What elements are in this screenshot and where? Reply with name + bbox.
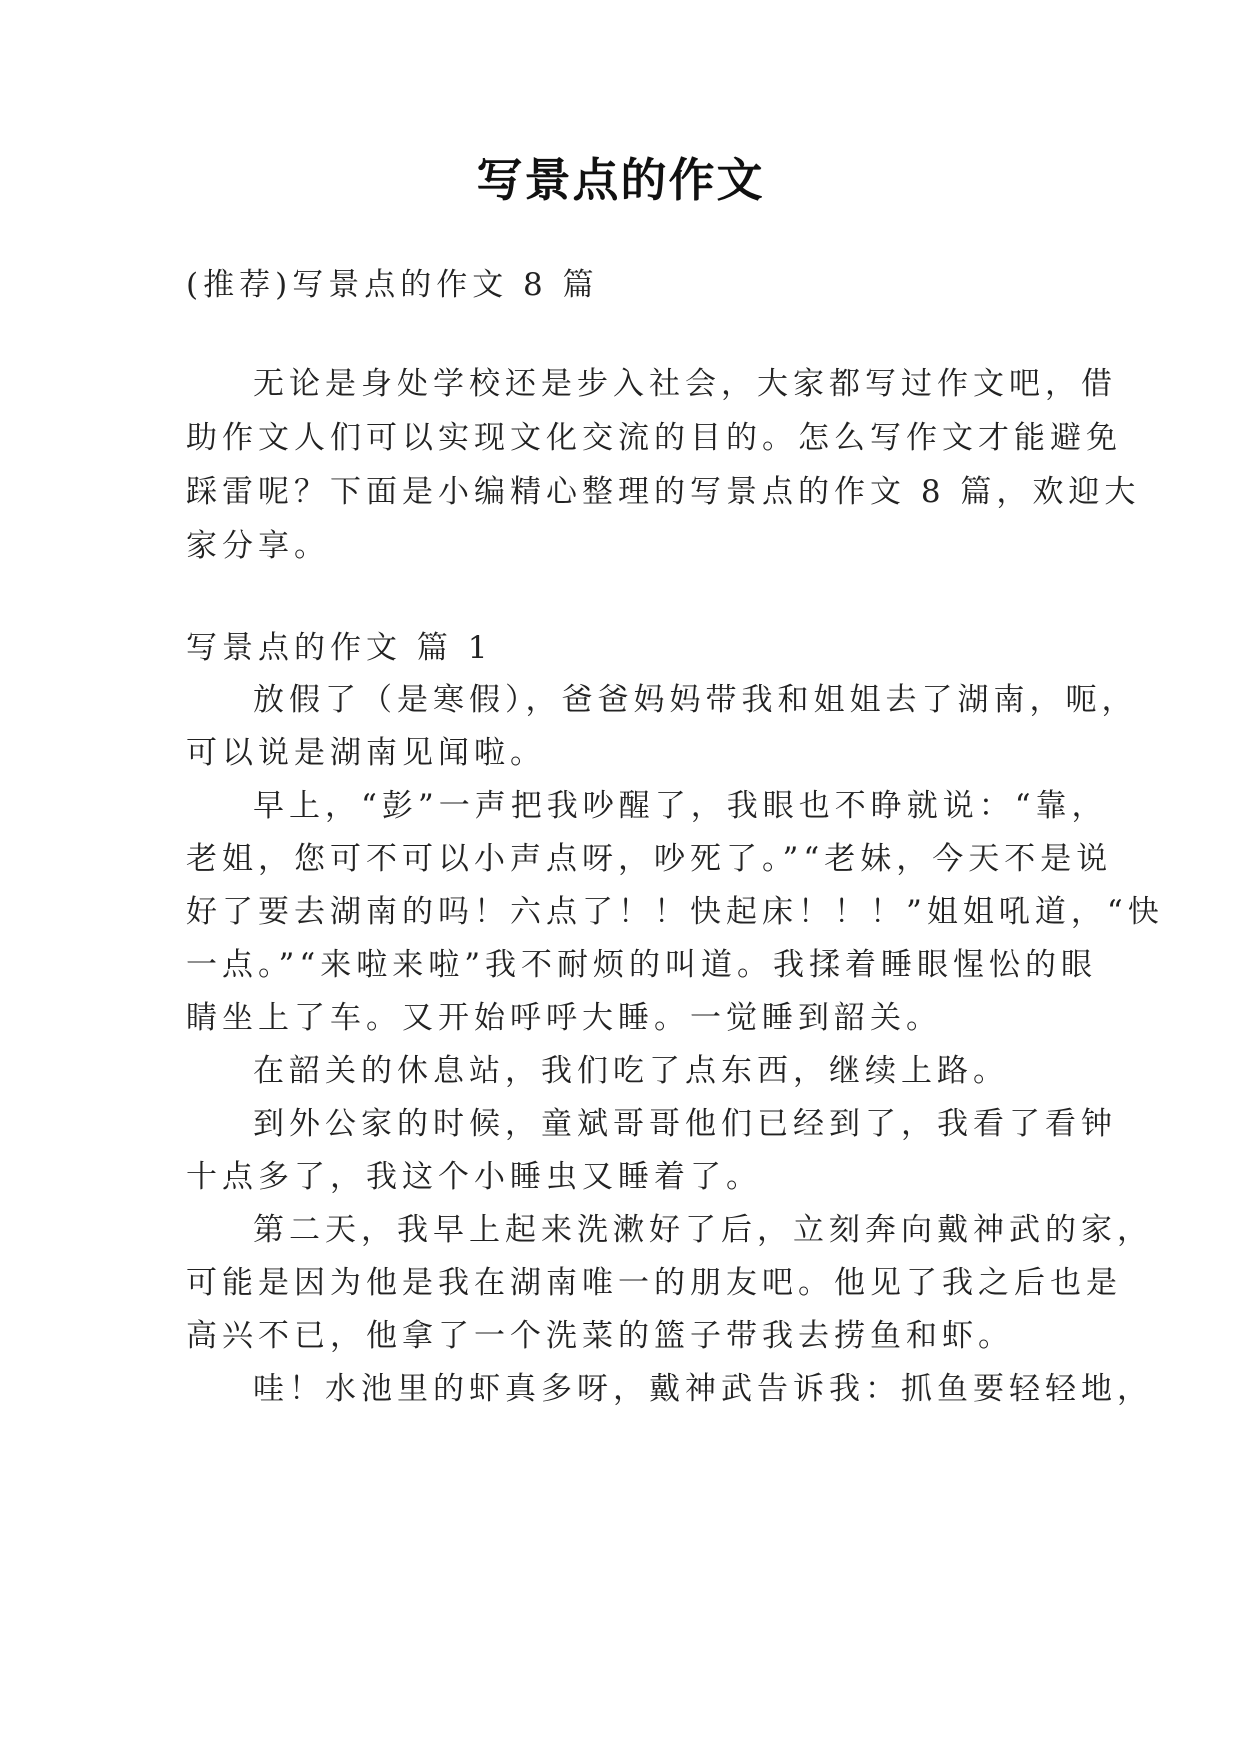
body-line: 一点。”“来啦来啦”我不耐烦的叫道。我揉着睡眼惺忪的眼 (186, 947, 1098, 983)
document-title: 写景点的作文 (476, 153, 765, 207)
body-line: 早上，“彭”一声把我吵醒了，我眼也不睁就说：“靠， (253, 788, 1108, 824)
body-line: 到外公家的时候，童斌哥哥他们已经到了，我看了看钟 (253, 1106, 1117, 1142)
body-line: 可能是因为他是我在湖南唯一的朋友吧。他见了我之后也是 (186, 1265, 1122, 1301)
body-line: 十点多了，我这个小睡虫又睡着了。 (186, 1159, 762, 1195)
intro-line: 无论是身处学校还是步入社会，大家都写过作文吧，借 (253, 366, 1117, 402)
body-line: 放假了（是寒假），爸爸妈妈带我和姐姐去了湖南，呃， (253, 682, 1138, 718)
intro-line: 助作文人们可以实现文化交流的目的。怎么写作文才能避免 (186, 420, 1122, 456)
document-subtitle: (推荐)写景点的作文 8 篇 (186, 267, 599, 303)
body-line: 哇！水池里的虾真多呀，戴神武告诉我：抓鱼要轻轻地， (253, 1371, 1153, 1407)
body-line: 高兴不已，他拿了一个洗菜的篮子带我去捞鱼和虾。 (186, 1318, 1014, 1354)
body-line: 在韶关的休息站，我们吃了点东西，继续上路。 (253, 1053, 1009, 1089)
intro-line: 踩雷呢？下面是小编精心整理的写景点的作文 8 篇，欢迎大 (186, 474, 1141, 510)
body-line: 第二天，我早上起来洗漱好了后，立刻奔向戴神武的家， (253, 1212, 1153, 1248)
body-line: 好了要去湖南的吗！六点了！！快起床！！！”姐姐吼道，“快 (186, 894, 1164, 930)
section-heading: 写景点的作文 篇 1 (186, 630, 493, 666)
intro-line: 家分享。 (186, 528, 330, 564)
body-line: 睛坐上了车。又开始呼呼大睡。一觉睡到韶关。 (186, 1000, 942, 1036)
body-line: 老姐，您可不可以小声点呀，吵死了。”“老妹，今天不是说 (186, 841, 1113, 877)
body-line: 可以说是湖南见闻啦。 (186, 735, 546, 771)
